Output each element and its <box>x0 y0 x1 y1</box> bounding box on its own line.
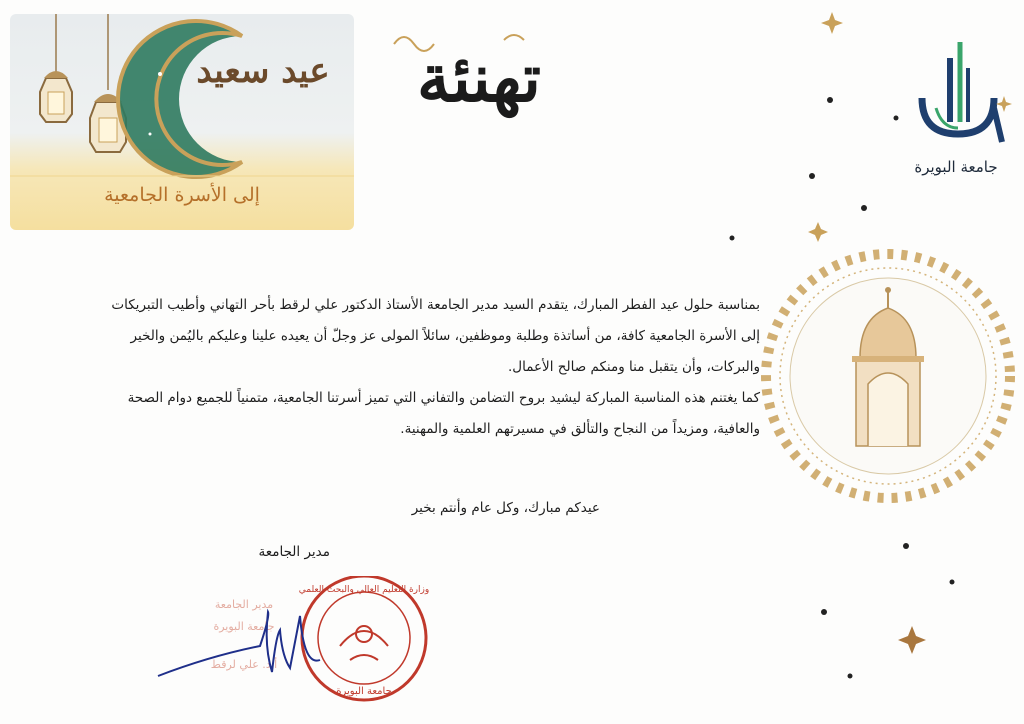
closing-line: عيدكم مبارك، وكل عام وأنتم بخير <box>411 500 600 516</box>
greeting-message <box>96 290 760 445</box>
banner-subtitle: إلى الأسرة الجامعية <box>104 184 260 206</box>
stamp-university-text: جامعة البويرة <box>336 686 392 697</box>
eid-banner <box>10 14 354 230</box>
director-stamp-text: مدير الجامعة <box>214 598 274 611</box>
message-paragraph-1: بمناسبة حلول عيد الفطر المبارك، يتقدم السيد مدير الجامعة الأستاذ الدكتور علي لرقط بأحر التهاني وأطيب التبريكات إلى الأسرة الجامعية كافة، من أساتذة وطلبة وموظفين، سائلاً المولى عز وجلّ أن يعيده علينا وعليكم باليُمن والخير والبركات، وأن يتقبل منا ومنكم صالح الأعمال. <box>111 297 760 375</box>
page-title: تهنئة <box>416 39 541 117</box>
stamp-ministry-text: وزارة التعليم العالي والبحث العلمي <box>298 585 430 595</box>
official-stamp-signature <box>150 576 440 716</box>
message-paragraph-2: كما يغتنم هذه المناسبة المباركة ليشيد بروح التضامن والتفاني التي تميز أسرتنا الجامعية، متمنياً للجميع دوام الصحة والعافية، ومزيداً من النجاح والتألق في مسيرتهم العلمية والمهنية. <box>127 390 760 437</box>
title-ornament-icon <box>384 26 584 56</box>
director-name-text: أ.د. علي لرقط <box>210 658 278 671</box>
stamp-university-line: جامعة البويرة <box>213 620 275 633</box>
university-name: جامعة البويرة <box>914 158 998 176</box>
eid-greeting-calligraphy: عيد سعيد <box>196 51 330 91</box>
signature-title: مدير الجامعة <box>258 544 330 560</box>
